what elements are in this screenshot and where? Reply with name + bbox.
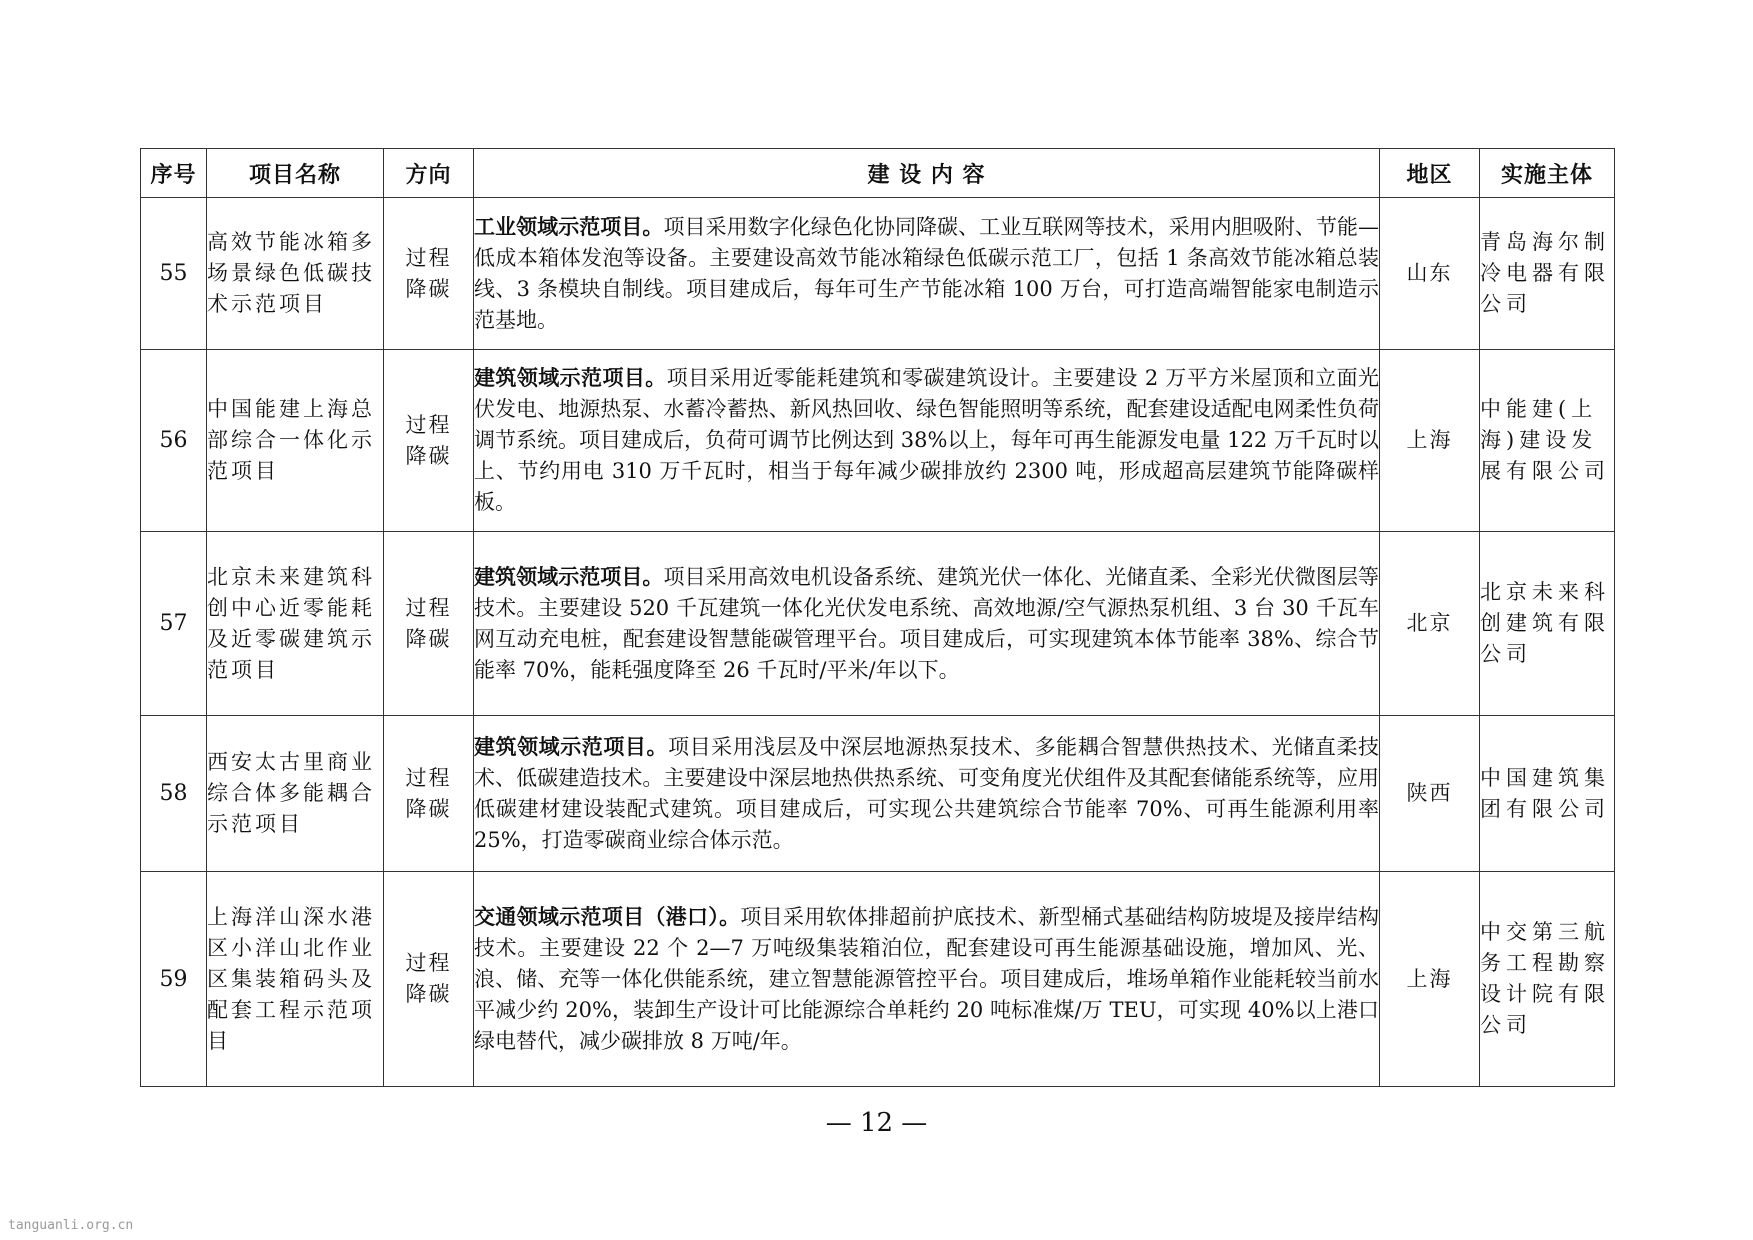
direction-line: 过程 (405, 412, 452, 437)
row-region: 上海 (1380, 350, 1480, 532)
row-direction (384, 872, 474, 1087)
row-organization: 中国建筑集团有限公司 (1480, 716, 1615, 872)
content-lead: 建筑领域示范项目。 (474, 366, 667, 390)
row-region: 北京 (1380, 532, 1480, 716)
header-region: 地区 (1380, 149, 1480, 198)
table-row (141, 350, 1615, 532)
content-text: 项目采用数字化绿色化协同降碳、工业互联网等技术，采用内胆吸附、节能—低成本箱体发泡等设备。主要建设高效节能冰箱绿色低碳示范工厂，包括 1 条高效节能冰箱总装线、3 条模块自制线。项目建成后，每年可生产节能冰箱 100 万台，可打造高端智能家电制造示范基地。 (474, 214, 1380, 332)
row-direction (384, 532, 474, 716)
project-table (140, 148, 1615, 1087)
row-no: 59 (141, 872, 207, 1087)
direction-line: 过程 (405, 245, 452, 270)
row-content (474, 532, 1380, 716)
row-organization: 中交第三航务工程勘察设计院有限公司 (1480, 872, 1615, 1087)
direction-line: 过程 (405, 951, 452, 975)
row-name: 上海洋山深水港区小洋山北作业区集装箱码头及配套工程示范项目 (207, 872, 384, 1087)
row-name: 中国能建上海总部综合一体化示范项目 (207, 350, 384, 532)
row-content (474, 198, 1380, 350)
row-no: 57 (141, 532, 207, 716)
header-organization: 实施主体 (1480, 149, 1615, 198)
row-content (474, 350, 1380, 532)
row-direction (384, 198, 474, 350)
row-region: 上海 (1380, 872, 1480, 1087)
direction-line: 降碳 (405, 796, 452, 821)
row-region: 陕西 (1380, 716, 1480, 872)
direction-line: 降碳 (405, 276, 452, 301)
row-direction (384, 716, 474, 872)
row-name: 北京未来建筑科创中心近零能耗及近零碳建筑示范项目 (207, 532, 384, 716)
row-no: 58 (141, 716, 207, 872)
content-lead: 建筑领域示范项目。 (474, 564, 664, 589)
row-content (474, 872, 1380, 1087)
table-row (141, 532, 1615, 716)
watermark-text: tanguanli.org.cn (8, 1218, 134, 1233)
content-lead: 工业领域示范项目。 (474, 214, 664, 239)
row-no: 56 (141, 350, 207, 532)
row-direction (384, 350, 474, 532)
direction-line: 降碳 (405, 626, 452, 651)
direction-line: 降碳 (405, 443, 452, 468)
direction-line: 降碳 (405, 982, 452, 1006)
row-content (474, 716, 1380, 872)
row-organization: 青岛海尔制冷电器有限公司 (1480, 198, 1615, 350)
content-text: 项目采用高效电机设备系统、建筑光伏一体化、光储直柔、全彩光伏微图层等技术。主要建设 520 千瓦建筑一体化光伏发电系统、高效地源/空气源热泵机组、3 台 30 千瓦车网互动充电桩，配套建设智慧能碳管理平台。项目建成后，可实现建筑本体节能率 38%、综合节能率 70%，能耗强度降至 26 千瓦时/平米/年以下。 (474, 564, 1380, 682)
content-lead: 建筑领域示范项目。 (474, 734, 669, 759)
content-text: 项目采用近零能耗建筑和零碳建筑设计。主要建设 2 万平方米屋顶和立面光伏发电、地源热泵、水蓄冷蓄热、新风热回收、绿色智能照明等系统，配套建设适配电网柔性负荷调节系统。项目建成后，负荷可调节比例达到 38%以上，每年可再生能源发电量 122 万千瓦时以上、节约用电 310 万千瓦时，相当于每年减少碳排放约 2300 吨，形成超高层建筑节能降碳样板。 (474, 366, 1379, 514)
content-text: 项目采用浅层及中深层地源热泵技术、多能耦合智慧供热技术、光储直柔技术、低碳建造技术。主要建设中深层地热供热系统、可变角度光伏组件及其配套储能系统等，应用低碳建材建设装配式建筑。项目建成后，可实现公共建筑综合节能率 70%、可再生能源利用率 25%，打造零碳商业综合体示范。 (474, 734, 1380, 852)
table-row (141, 872, 1615, 1087)
header-content: 建 设 内 容 (474, 149, 1380, 198)
content-text: 项目采用软体排超前护底技术、新型桶式基础结构防坡堤及接岸结构技术。主要建设 22 个 2—7 万吨级集装箱泊位，配套建设可再生能源基础设施，增加风、光、浪、储、充等一体化供能系统，建立智慧能源管控平台。项目建成后，堆场单箱作业能耗较当前水平减少约 20%，装卸生产设计可比能源综合单耗约 20 吨标准煤/万 TEU，可实现 40%以上港口绿电替代，减少碳排放 8 万吨/年。 (474, 904, 1380, 1053)
table-row (141, 198, 1615, 350)
content-lead: 交通领域示范项目（港口）。 (474, 904, 741, 929)
row-organization: 中能建(上海)建设发展有限公司 (1480, 350, 1615, 532)
row-organization: 北京未来科创建筑有限公司 (1480, 532, 1615, 716)
header-no: 序号 (141, 149, 207, 198)
header-direction: 方向 (384, 149, 474, 198)
row-name: 西安太古里商业综合体多能耦合示范项目 (207, 716, 384, 872)
direction-line: 过程 (405, 595, 452, 620)
row-name: 高效节能冰箱多场景绿色低碳技术示范项目 (207, 198, 384, 350)
table-header-row (141, 149, 1615, 198)
direction-line: 过程 (405, 765, 452, 790)
page-number: — 12 — (825, 1108, 928, 1138)
row-region: 山东 (1380, 198, 1480, 350)
table-row (141, 716, 1615, 872)
header-name: 项目名称 (207, 149, 384, 198)
row-no: 55 (141, 198, 207, 350)
